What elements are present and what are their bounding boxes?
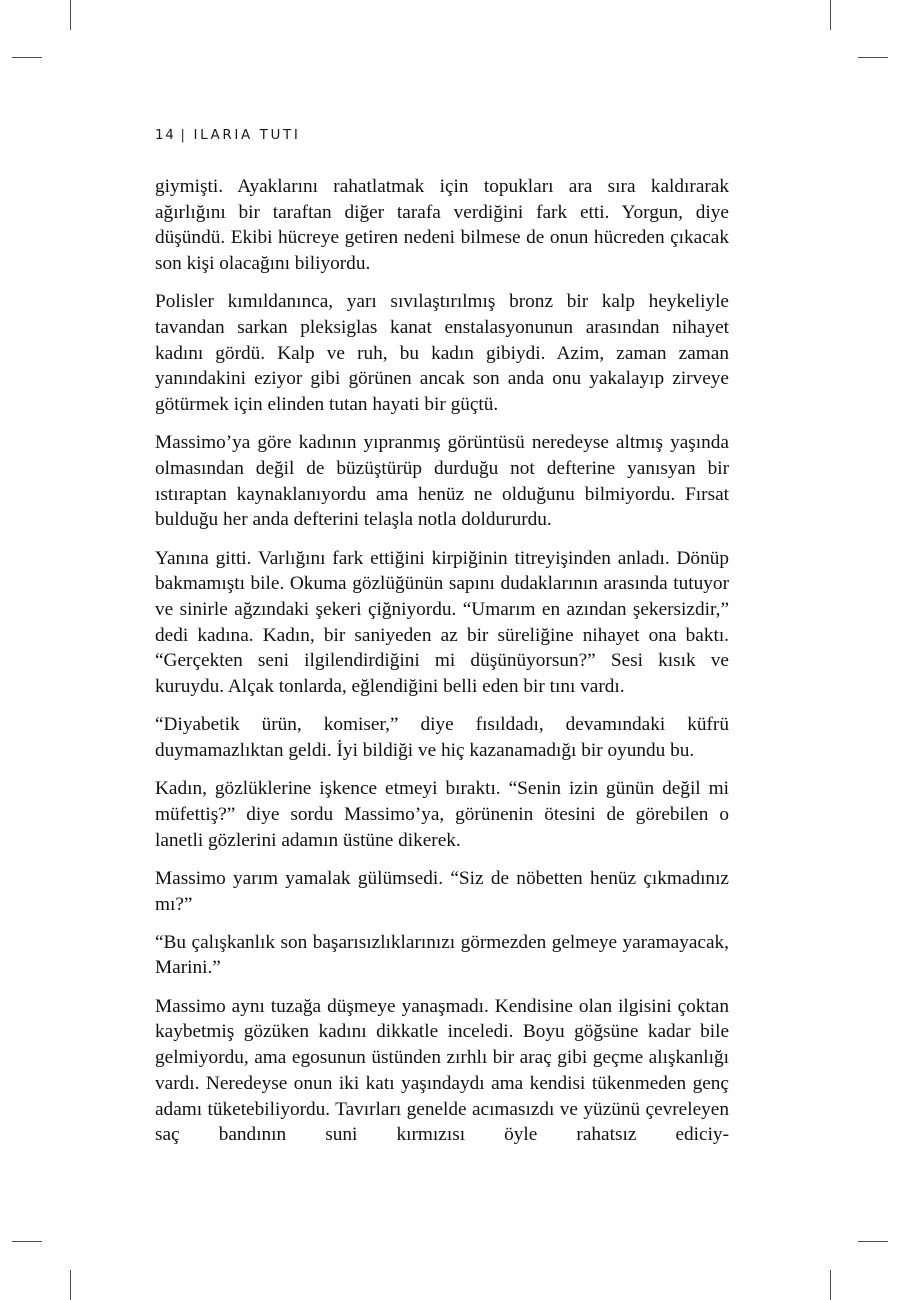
paragraph: Massimo aynı tuzağa düşmeye yanaşmadı. Kendisine olan ilgisini çoktan kaybetmiş gözüken kadını dikkatle inceledi. Boyu göğsüne kadar bile gelmiyordu, ama egosunun üstünden zırhlı bir araç gibi geçme alışkanlığı vardı. Neredeyse onun iki katı yaşındaydı ama kendisi tükenmeden genç adamı tüketebiliyordu. Tavırları genelde acımasızdı ve yüzünü çevreleyen saç bandının suni kırmızısı öyle rahatsız ediciy- bbox=[155, 995, 729, 1146]
paragraph: “Diyabetik ürün, komiser,” diye fısıldadı, devamındaki küfrü duymamazlıktan geldi. İyi bildiği ve hiç kazanamadığı bir oyundu bu. bbox=[155, 714, 729, 762]
author-name: ILARIA TUTI bbox=[193, 127, 301, 143]
paragraph: “Bu çalışkanlık son başarısızlıklarınızı görmezden gelmeye yaramayacak, Marini.” bbox=[155, 931, 729, 979]
crop-mark-bottom-left bbox=[70, 1270, 71, 1300]
crop-mark-bottom-right bbox=[830, 1270, 831, 1300]
body-text bbox=[155, 174, 729, 1160]
paragraph: Kadın, gözlüklerine işkence etmeyi bıraktı. “Senin izin günün değil mi müfettiş?” diye sordu Massimo’ya, görünenin ötesini de görebilen o lanetli gözlerini adamın üstüne dikerek. bbox=[155, 778, 729, 851]
paragraph: giymişti. Ayaklarını rahatlatmak için topukları ara sıra kaldırarak ağırlığını bir taraftan diğer tarafa verdiğini fark etti. Yorgun, diye düşündü. Ekibi hücreye getiren nedeni bilmese de onun hücreden çıkacak son kişi olacağını biliyordu. bbox=[155, 176, 729, 275]
crop-mark-right-top bbox=[858, 57, 888, 58]
paragraph: Massimo yarım yamalak gülümsedi. “Siz de nöbetten henüz çıkmadınız mı?” bbox=[155, 867, 729, 915]
crop-mark-left-top bbox=[12, 57, 42, 58]
crop-mark-top-right bbox=[830, 0, 831, 30]
crop-mark-right-bottom bbox=[858, 1241, 888, 1242]
crop-mark-left-bottom bbox=[12, 1241, 42, 1242]
paragraph: Massimo’ya göre kadının yıpranmış görüntüsü neredeyse altmış yaşında olmasından değil de büzüştürüp durduğu not defterine yanısyan bir ıstıraptan kaynaklanıyordu ama henüz ne olduğunu bilmiyordu. Fırsat bulduğu her anda defterini telaşla notla doldururdu. bbox=[155, 432, 729, 531]
header-separator: | bbox=[180, 127, 187, 143]
running-head bbox=[155, 127, 300, 143]
paragraph: Polisler kımıldanınca, yarı sıvılaştırılmış bronz bir kalp heykeliyle tavandan sarkan pleksiglas kanat enstalasyonunun arasından nihayet kadını gördü. Kalp ve ruh, bu kadın gibiydi. Azim, zaman zaman yanındakini eziyor gibi görünen ancak son anda onu yakalayıp zirveye götürmek için elinden tutan hayati bir güçtü. bbox=[155, 291, 729, 416]
page-number: 14 bbox=[155, 127, 176, 143]
paragraph: Yanına gitti. Varlığını fark ettiğini kirpiğinin titreyişinden anladı. Dönüp bakmamıştı bile. Okuma gözlüğünün sapını dudaklarının arasında tutuyor ve sinirle ağzındaki şekeri çiğniyordu. “Umarım en azından şekersizdir,” dedi kadına. Kadın, bir saniyeden az bir süreliğine nihayet ona baktı. “Gerçekten seni ilgilendirdiğini mi düşünüyorsun?” Sesi kısık ve kuruydu. Alçak tonlarda, eğlendiğini belli eden bir tını vardı. bbox=[155, 547, 729, 698]
crop-mark-top-left bbox=[70, 0, 71, 30]
